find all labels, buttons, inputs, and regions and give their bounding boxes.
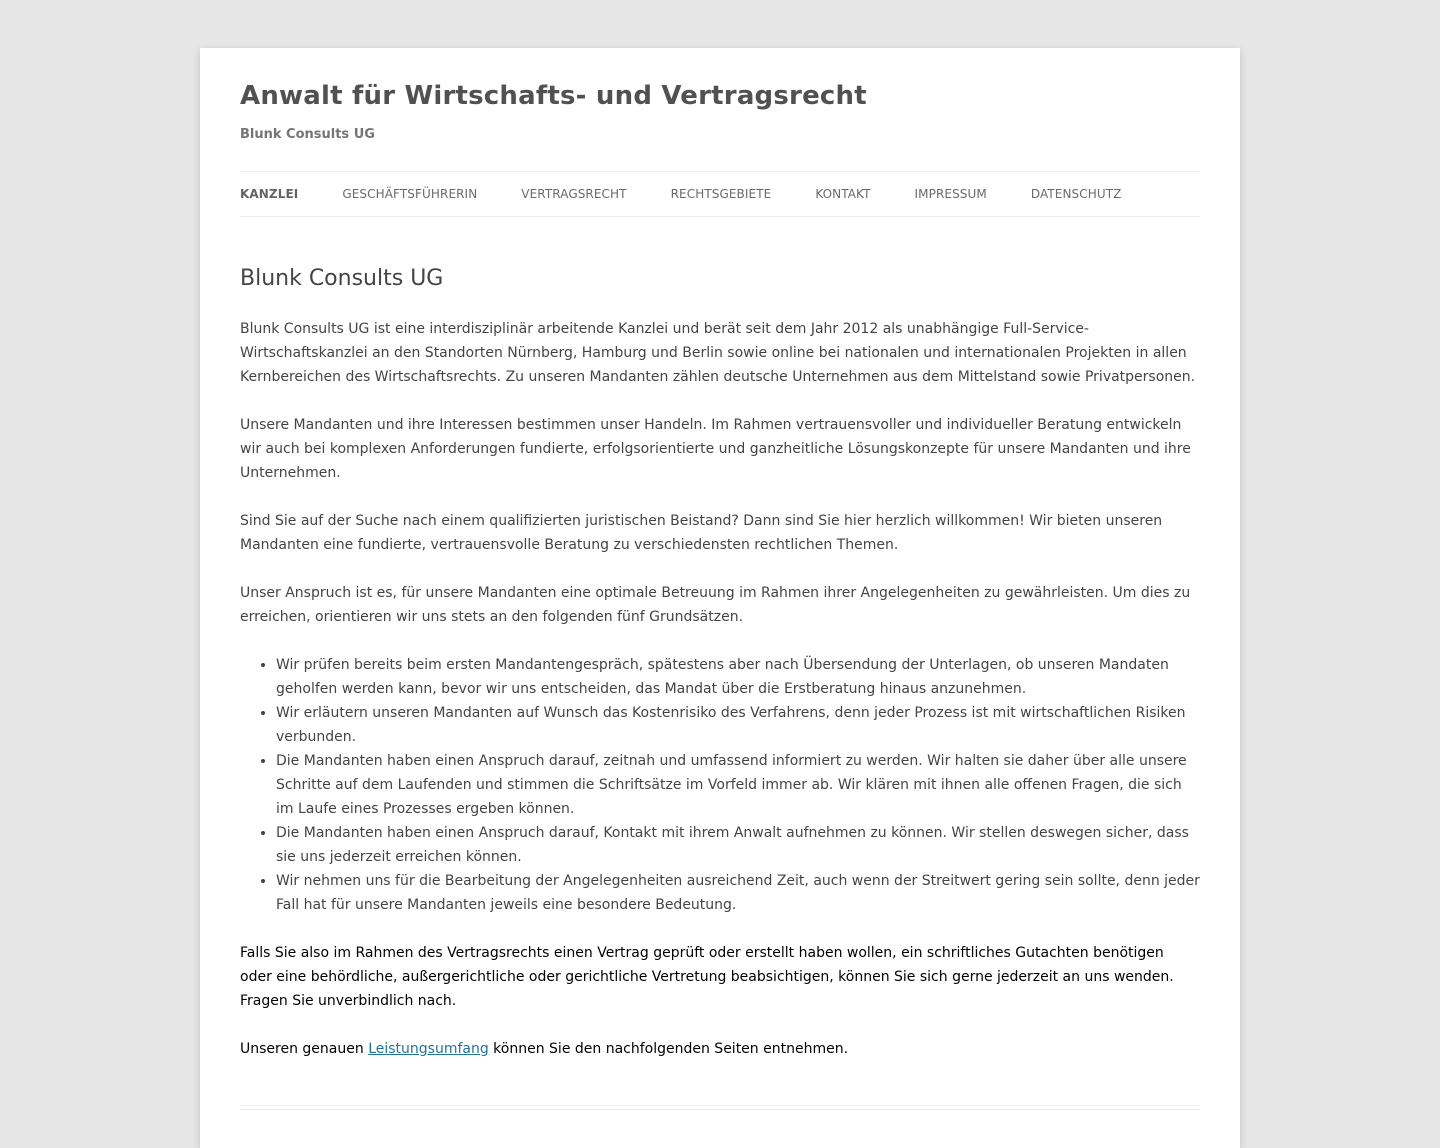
paragraph: Blunk Consults UG ist eine interdisziplinär arbeitende Kanzlei und berät seit dem Jahr 2012 als unabhängige Full-Service-Wirtschaftskanzlei an den Standorten Nürnberg, Hamburg und Berlin sowie online bei nationalen und internationalen Projekten in allen Kernbereichen des Wirtschaftsrechts. Zu unseren Mandanten zählen deutsche Unternehmen aus dem Mittelstand sowie Privatpersonen. xyxy=(240,321,1196,385)
paragraph: Unsere Mandanten und ihre Interessen bestimmen unser Handeln. Im Rahmen vertrauensvoller und individueller Beratung entwickeln wir auch bei komplexen Anforderungen fundierte, erfolgsorientierte und ganzheitliche Lösungskonzepte für unsere Mandanten und ihre Unternehmen. xyxy=(240,417,1191,481)
scope-prefix: Unseren genauen xyxy=(240,1041,369,1057)
site-title-link[interactable]: Anwalt für Wirtschafts- und Vertragsrecht xyxy=(240,81,867,111)
nav-item-rechtsgebiete[interactable]: RECHTSGEBIETE xyxy=(670,187,772,201)
article-content xyxy=(240,317,1200,1061)
site-title xyxy=(240,48,1200,112)
leistungsumfang-link[interactable]: Leistungsumfang xyxy=(368,1041,489,1057)
scope-paragraph xyxy=(240,1037,1200,1061)
list-item: • Die Mandanten haben einen Anspruch darauf, Kontakt mit ihrem Anwalt aufnehmen zu können. Wir stellen deswegen sicher, dass sie uns jederzeit erreichen können. xyxy=(276,821,1200,869)
list-item: • Wir erläutern unseren Mandanten auf Wunsch das Kostenrisiko des Verfahrens, denn jeder Prozess ist mit wirtschaftlichen Risiken verbunden. xyxy=(276,701,1200,749)
paragraph: Unser Anspruch ist es, für unsere Mandanten eine optimale Betreuung im Rahmen ihrer Angelegenheiten zu gewährleisten. Um dies zu erreichen, orientieren wir uns stets an den folgenden fünf Grundsätzen. xyxy=(240,585,1191,625)
closing-paragraph: Falls Sie also im Rahmen des Vertragsrechts einen Vertrag geprüft oder erstellt haben wollen, ein schriftliches Gutachten benötigen oder eine behördliche, außergerichtliche oder gerichtliche Vertretung beabsichtigen, können Sie sich gerne jederzeit an uns wenden. Fragen Sie unverbindlich nach. xyxy=(240,945,1174,1009)
entry-footer-divider xyxy=(240,1105,1200,1110)
page-title: Blunk Consults UG xyxy=(240,266,444,291)
list-item: • Die Mandanten haben einen Anspruch darauf, zeitnah und umfassend informiert zu werden. Wir halten sie daher über alle unsere Schritte auf dem Laufenden und stimmen die Schriftsätze im Vorfeld immer ab. Wir klären mit ihnen alle offenen Fragen, die sich im Laufe eines Prozesses ergeben können. xyxy=(276,749,1200,821)
nav-item-impressum[interactable]: IMPRESSUM xyxy=(914,187,987,201)
scope-suffix: können Sie den nachfolgenden Seiten entnehmen. xyxy=(488,1041,849,1057)
nav-item-kanzlei[interactable]: KANZLEI xyxy=(240,187,299,201)
paragraph: Sind Sie auf der Suche nach einem qualifizierten juristischen Beistand? Dann sind Sie hier herzlich willkommen! Wir bieten unseren Mandanten eine fundierte, vertrauensvolle Beratung zu verschiedensten rechtlichen Themen. xyxy=(240,513,1163,553)
main-navigation xyxy=(240,171,1200,217)
list-item: • Wir prüfen bereits beim ersten Mandantengespräch, spätestens aber nach Übersendung der Unterlagen, ob unseren Mandaten geholfen werden kann, bevor wir uns entscheiden, das Mandat über die Erstberatung hinaus anzunehmen. xyxy=(276,653,1200,701)
nav-item-kontakt[interactable]: KONTAKT xyxy=(815,187,871,201)
page-container xyxy=(200,48,1240,1148)
nav-item-vertragsrecht[interactable]: VERTRAGSRECHT xyxy=(521,187,627,201)
list-item: • Wir nehmen uns für die Bearbeitung der Angelegenheiten ausreichend Zeit, auch wenn der Streitwert gering sein sollte, denn jeder Fall hat für unsere Mandanten jeweils eine besondere Bedeutung. xyxy=(276,869,1200,917)
nav-item-datenschutz[interactable]: DATENSCHUTZ xyxy=(1030,187,1122,201)
nav-item-geschaeftsfuehrerin[interactable]: GESCHÄFTSFÜHRERIN xyxy=(342,187,478,201)
principles-list xyxy=(240,653,1200,917)
site-tagline: Blunk Consults UG xyxy=(240,127,375,142)
